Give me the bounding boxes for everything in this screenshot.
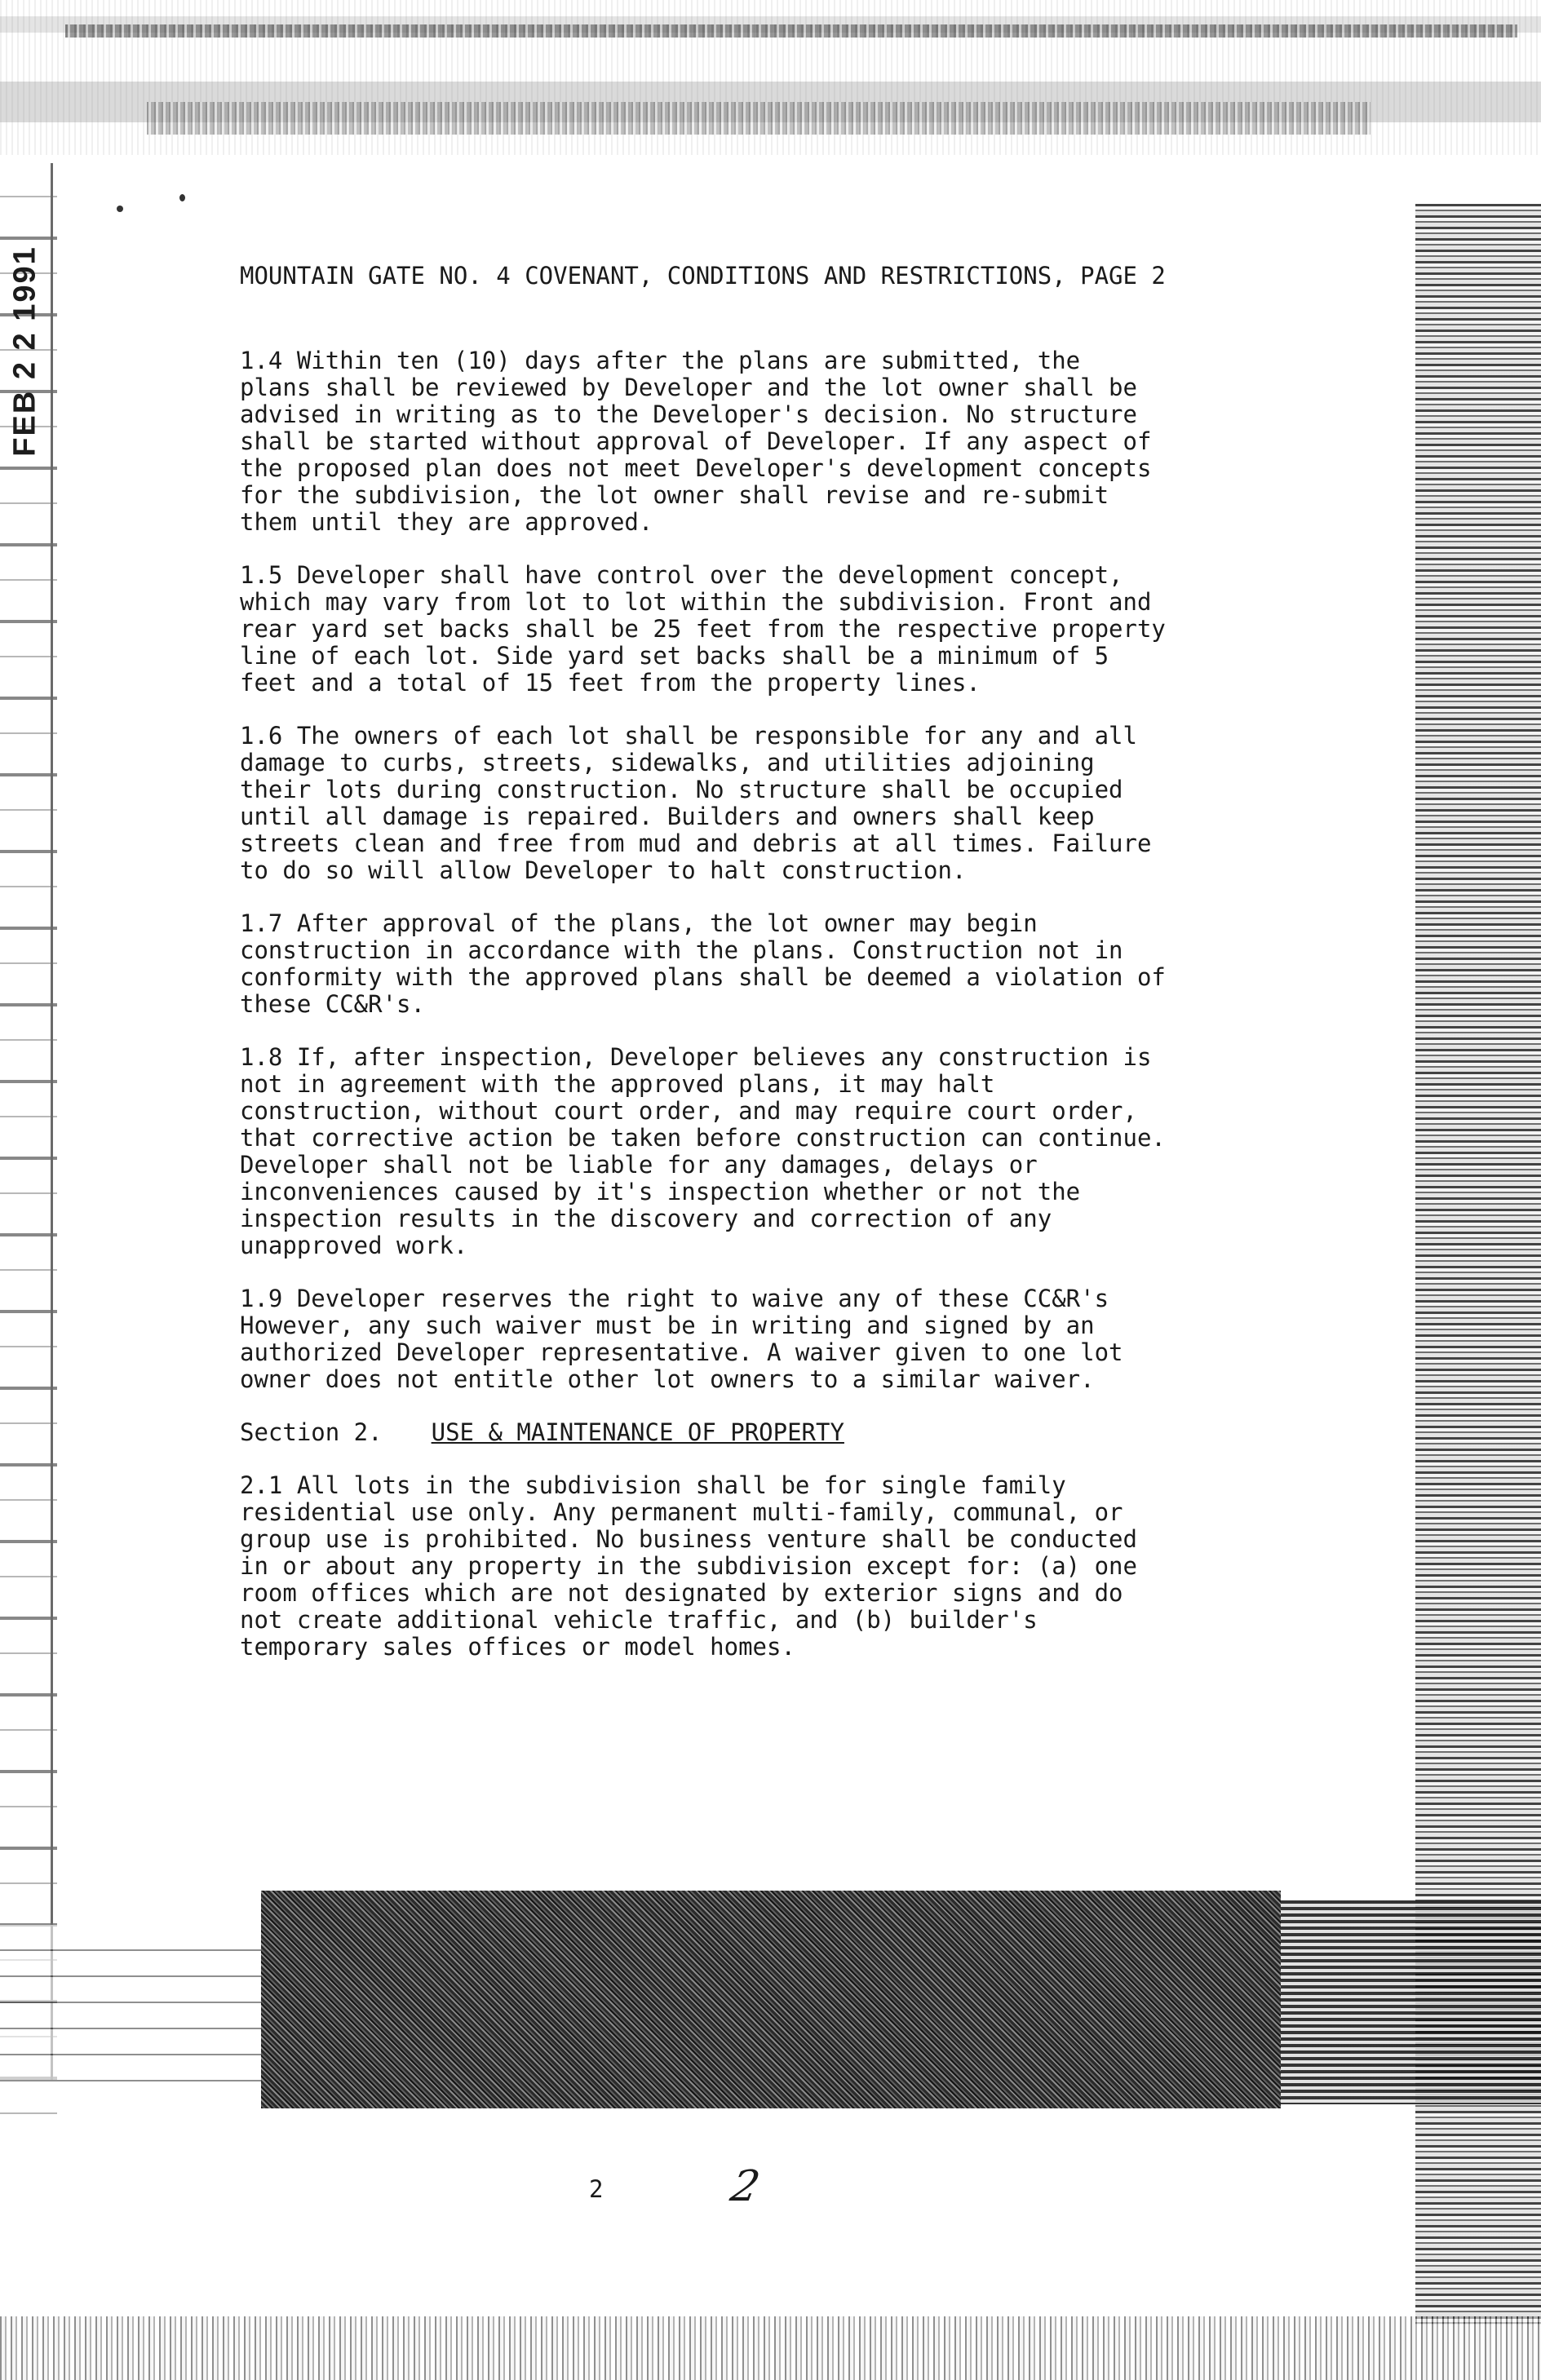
stray-mark <box>117 206 123 212</box>
document-header: MOUNTAIN GATE NO. 4 COVENANT, CONDITIONS AND RESTRICTIONS, PAGE 2 <box>240 262 1166 290</box>
scan-artifact-bottom-right <box>1281 1900 1541 2104</box>
page-number-area <box>589 2162 801 2216</box>
handwritten-page-number: 2 <box>726 2162 764 2211</box>
section-heading <box>240 1419 1398 1446</box>
paragraph-1-5: 1.5 Developer shall have control over the development concept, which may vary from lot to lot within the subdivision. Front and rear yard set backs shall be 25 feet from the respective property line of each lot. Side yard set backs shall be a minimum of 5 feet and a total of 15 feet from the property lines. <box>240 561 1166 697</box>
section-label: Section 2. <box>240 1418 383 1446</box>
paragraph-1-9: 1.9 Developer reserves the right to waive any of these CC&R's However, any such waiver must be in writing and signed by an authorized Developer representative. A waiver given to one lot owner does not entitle other lot owners to a similar waiver. <box>240 1285 1123 1393</box>
paragraph-1-6: 1.6 The owners of each lot shall be responsible for any and all damage to curbs, streets, sidewalks, and utilities adjoining their lots during construction. No structure shall be occupied until all damage is repaired. Builders and owners shall keep streets clean and free from mud and debris at all times. Failure to do so will allow Developer to halt construction. <box>240 722 1152 884</box>
scan-artifact-bottom-block <box>261 1891 1281 2108</box>
page-number: 2 <box>589 2175 604 2203</box>
paragraph-1-8: 1.8 If, after inspection, Developer believes any construction is not in agreement with the approved plans, it may halt construction, without court order, and may require court order, that corrective action be taken before construction can continue. Developer shall not be liable for any damages, delays or inconveniences caused by it's inspection whether or not the inspection results in the discovery and correction of any unapproved work. <box>240 1043 1166 1259</box>
paragraph-1-4: 1.4 Within ten (10) days after the plans are submitted, the plans shall be reviewed by Developer and the lot owner shall be advised in writing as to the Developer's decision. No structure shall be started without approval of Developer. If any aspect of the proposed plan does not meet Developer's development concepts for the subdivision, the lot owner shall revise and re-submit them until they are approved. <box>240 347 1152 536</box>
scan-artifact-left-line <box>51 163 53 2080</box>
stray-mark <box>179 194 185 201</box>
paragraph-1-7: 1.7 After approval of the plans, the lot owner may begin construction in accordance with the plans. Construction not in conformity with the approved plans shall be deemed a violation of these CC&R's. <box>240 909 1166 1018</box>
scan-artifact-top-band-2 <box>147 102 1371 135</box>
scan-artifact-footer <box>0 2316 1541 2380</box>
scan-artifact-left-lines <box>0 1925 261 2088</box>
section-name: USE & MAINTENANCE OF PROPERTY <box>431 1418 844 1446</box>
scan-artifact-top-band <box>65 24 1517 38</box>
document-page <box>240 261 1398 1687</box>
date-stamp <box>3 237 47 465</box>
date-stamp-text: FEB 2 2 1991 <box>7 245 42 457</box>
paragraph-2-1: 2.1 All lots in the subdivision shall be for single family residential use only. Any permanent multi-family, communal, or group use is prohibited. No business venture shall be conducted in or about any property in the subdivision except for: (a) one room offices which are not designated by exterior signs and do not create additional vehicle traffic, and (b) builder's temporary sales offices or model homes. <box>240 1471 1137 1661</box>
